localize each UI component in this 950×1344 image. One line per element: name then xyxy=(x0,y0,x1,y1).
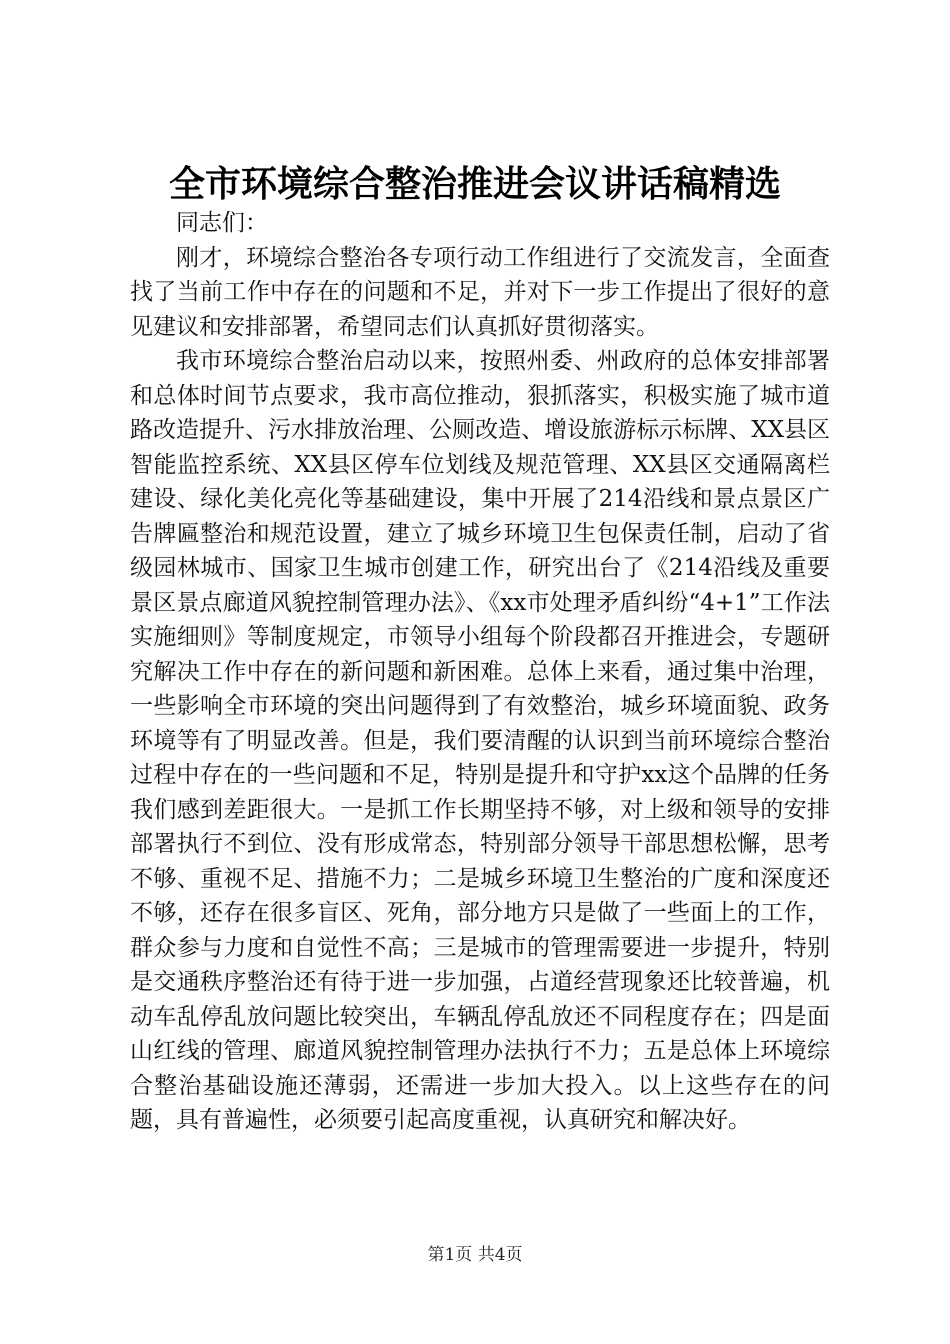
paragraph: 刚才，环境综合整治各专项行动工作组进行了交流发言，全面查找了当前工作中存在的问题和不足，并对下一步工作提出了很好的意见建议和安排部署，希望同志们认真抓好贯彻落实。 xyxy=(130,244,830,340)
document-title: 全市环境综合整治推进会议讲话稿精选 xyxy=(168,163,781,205)
paragraph: 我市环境综合整治启动以来，按照州委、州政府的总体安排部署和总体时间节点要求，我市高位推动，狠抓落实，积极实施了城市道路改造提升、污水排放治理、公厕改造、增设旅游标示标牌、XX县区智能监控系统、XX县区停车位划线及规范管理、XX县区交通隔离栏建设、绿化美化亮化等基础建设，集中开展了214沿线和景点景区广告牌匾整治和规范设置，建立了城乡环境卫生包保责任制，启动了省级园林城市、国家卫生城市创建工作，研究出台了《214沿线及重要景区景点廊道风貌控制管理办法》、《xx市处理矛盾纠纷“4+1”工作法实施细则》等制度规定，市领导小组每个阶段都召开推进会，专题研究解决工作中存在的新问题和新困难。总体上来看，通过集中治理，一些影响全市环境的突出问题得到了有效整治，城乡环境面貌、政务环境等有了明显改善。但是，我们要清醒的认识到当前环境综合整治过程中存在的一些问题和不足，特别是提升和守护xx这个品牌的任务我们感到差距很大。一是抓工作长期坚持不够，对上级和领导的安排部署执行不到位、没有形成常态，特别部分领导干部思想松懈，思考不够、重视不足、措施不力；二是城乡环境卫生整治的广度和深度还不够，还存在很多盲区、死角，部分地方只是做了一些面上的工作，群众参与力度和自觉性不高；三是城市的管理需要进一步提升，特别是交通秩序整治还有待于进一步加强，占道经营现象还比较普遍，机动车乱停乱放问题比较突出，车辆乱停乱放还不同程度存在；四是面山红线的管理、廊道风貌控制管理办法执行不力；五是总体上环境综合整治基础设施还薄弱，还需进一步加大投入。以上这些存在的问题，具有普遍性，必须要引起高度重视，认真研究和解决好。 xyxy=(130,348,830,1133)
page-number-footer: 第1页 共4页 xyxy=(427,1245,523,1265)
document-body xyxy=(130,206,830,1138)
salutation: 同志们： xyxy=(176,210,268,236)
